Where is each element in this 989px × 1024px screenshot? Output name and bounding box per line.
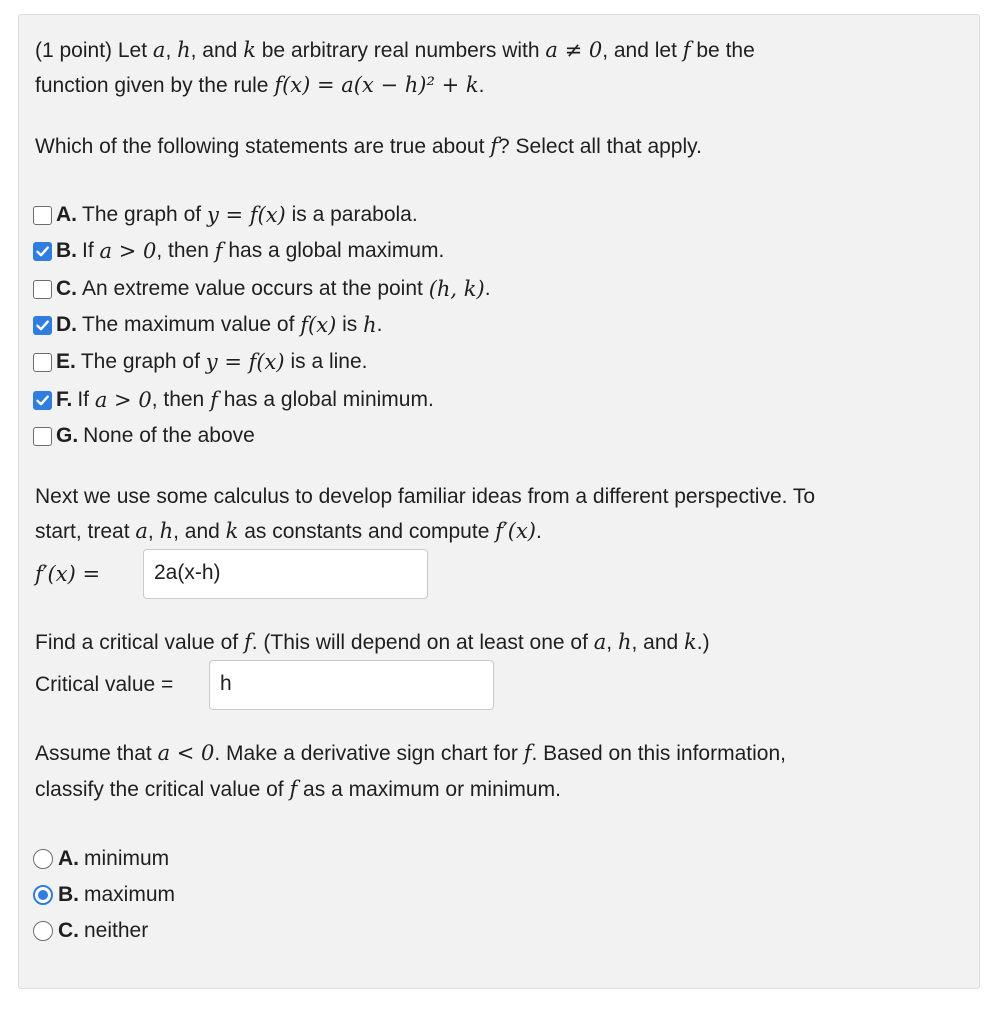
derivative-text: , and <box>173 520 226 543</box>
intro-text: be the <box>690 39 755 62</box>
radio-option-a[interactable] <box>33 841 169 877</box>
sign-chart-text: Assume that <box>35 742 158 765</box>
option-text: is a line. <box>290 350 368 373</box>
critical-text: .) <box>696 631 710 654</box>
derivative-text: Next we use some calculus to develop familiar ideas from a different perspective. To <box>35 485 816 508</box>
option-label: minimum <box>84 847 170 870</box>
math-a: a <box>135 519 148 543</box>
checkbox-checked[interactable] <box>33 242 52 261</box>
derivative-text: start, treat <box>35 520 136 543</box>
option-text: is <box>342 313 358 336</box>
radio-button[interactable] <box>33 849 53 869</box>
sign-chart-text: . Make a derivative sign chart for <box>214 742 524 765</box>
option-text: has a global minimum. <box>223 388 434 411</box>
option-text: An extreme value occurs at the point <box>82 277 423 300</box>
intro-line-1 <box>35 33 755 68</box>
option-label: neither <box>84 919 149 942</box>
option-letter: B. <box>56 239 77 262</box>
intro-text: be arbitrary real numbers with <box>255 39 546 62</box>
derivative-line-1 <box>35 479 815 514</box>
option-text: , then <box>156 239 209 262</box>
checkbox-option-g[interactable] <box>33 418 255 454</box>
radio-button[interactable] <box>33 921 53 941</box>
math-k: k <box>225 519 239 543</box>
radio-option-b[interactable] <box>33 877 175 913</box>
math-condition: a < 0 <box>157 741 215 765</box>
math-k: k <box>684 630 697 654</box>
math-rule: f(x) = a(x − h)² + k <box>274 73 479 97</box>
sign-chart-text: classify the critical value of <box>35 778 290 801</box>
math-f: f <box>490 134 499 158</box>
radio-button-selected[interactable] <box>33 885 53 905</box>
math-h: h <box>159 519 174 543</box>
math-f: f <box>523 741 532 765</box>
math-f-prime: f′(x) <box>495 519 536 543</box>
intro-text: , and let <box>602 39 683 62</box>
option-math: f(x) <box>300 313 337 337</box>
math-h: h <box>617 630 632 654</box>
option-math: f <box>214 239 223 263</box>
option-label: maximum <box>84 883 176 906</box>
critical-question <box>35 625 710 660</box>
math-f-prime-label: f′(x) = <box>35 562 101 586</box>
intro-text: function given by the rule <box>35 74 275 97</box>
question-part: Which of the following statements are true about <box>35 135 491 158</box>
checkbox-checked[interactable] <box>33 391 52 410</box>
option-math: y = f(x) <box>205 350 285 374</box>
option-math: f <box>210 388 218 412</box>
intro-comma: , <box>165 39 178 62</box>
option-letter: A. <box>58 847 79 870</box>
math-f: f <box>289 777 298 801</box>
option-text: If <box>82 239 94 262</box>
checkbox[interactable] <box>33 206 52 225</box>
option-text: . <box>376 313 383 336</box>
math-k: k <box>243 38 256 62</box>
math-condition: a ≠ 0 <box>545 38 603 62</box>
option-text: The graph of <box>80 350 200 373</box>
critical-comma: , <box>606 631 618 654</box>
derivative-period: . <box>536 520 542 543</box>
checkbox[interactable] <box>33 353 52 372</box>
question-text <box>35 129 702 164</box>
question-part: ? Select all that apply. <box>498 135 702 158</box>
checkbox-option-d[interactable] <box>33 307 383 343</box>
math-f: f <box>243 630 252 654</box>
intro-text: (1 point) Let <box>35 39 153 62</box>
math-h: h <box>177 38 191 62</box>
checkbox[interactable] <box>33 427 52 446</box>
option-letter: A. <box>56 203 77 226</box>
checkbox[interactable] <box>33 280 52 299</box>
option-letter: G. <box>56 424 79 447</box>
sign-chart-line-1 <box>35 736 786 771</box>
option-letter: D. <box>56 313 77 336</box>
option-text: If <box>77 388 90 411</box>
option-letter: B. <box>58 883 79 906</box>
checkbox-option-b[interactable] <box>33 233 444 269</box>
derivative-text: as constants and compute <box>238 520 496 543</box>
problem-panel <box>18 14 980 989</box>
intro-period: . <box>478 74 485 97</box>
option-math: a > 0 <box>99 239 157 263</box>
checkbox-option-f[interactable] <box>33 382 434 418</box>
option-text: . <box>484 277 491 300</box>
sign-chart-line-2 <box>35 772 561 807</box>
option-letter: E. <box>56 350 76 373</box>
option-text: None of the above <box>83 424 255 447</box>
option-letter: C. <box>56 277 77 300</box>
checkbox-option-a[interactable] <box>33 197 418 233</box>
critical-value-label: Critical value = <box>35 673 174 696</box>
checkbox-checked[interactable] <box>33 316 52 335</box>
option-text: has a global maximum. <box>228 239 445 262</box>
critical-text: , and <box>631 631 685 654</box>
sign-chart-text: . Based on this information, <box>531 742 786 765</box>
option-text: The maximum value of <box>82 313 295 336</box>
option-math: y = f(x) <box>206 203 286 227</box>
option-math: h <box>363 313 377 337</box>
derivative-answer-label <box>35 557 100 592</box>
option-math: (h, k) <box>428 277 485 301</box>
option-math: a > 0 <box>94 388 152 412</box>
intro-text: , and <box>190 39 244 62</box>
math-a: a <box>593 630 607 654</box>
option-letter: F. <box>56 388 73 411</box>
option-text: is a parabola. <box>291 203 418 226</box>
option-letter: C. <box>58 919 79 942</box>
critical-text: . (This will depend on at least one of <box>251 631 594 654</box>
checkbox-option-e[interactable] <box>33 344 367 380</box>
critical-text: Find a critical value of <box>35 631 244 654</box>
option-text: , then <box>151 388 205 411</box>
option-text: The graph of <box>82 203 202 226</box>
math-f: f <box>682 38 691 62</box>
critical-value-input[interactable]: h <box>209 660 494 710</box>
math-a: a <box>152 38 166 62</box>
intro-line-2 <box>35 68 484 103</box>
sign-chart-text: as a maximum or minimum. <box>297 778 561 801</box>
derivative-answer-input[interactable]: 2a(x-h) <box>143 549 428 599</box>
derivative-comma: , <box>147 520 160 543</box>
derivative-line-2 <box>35 514 542 549</box>
checkbox-option-c[interactable] <box>33 271 491 307</box>
radio-option-c[interactable] <box>33 913 148 949</box>
